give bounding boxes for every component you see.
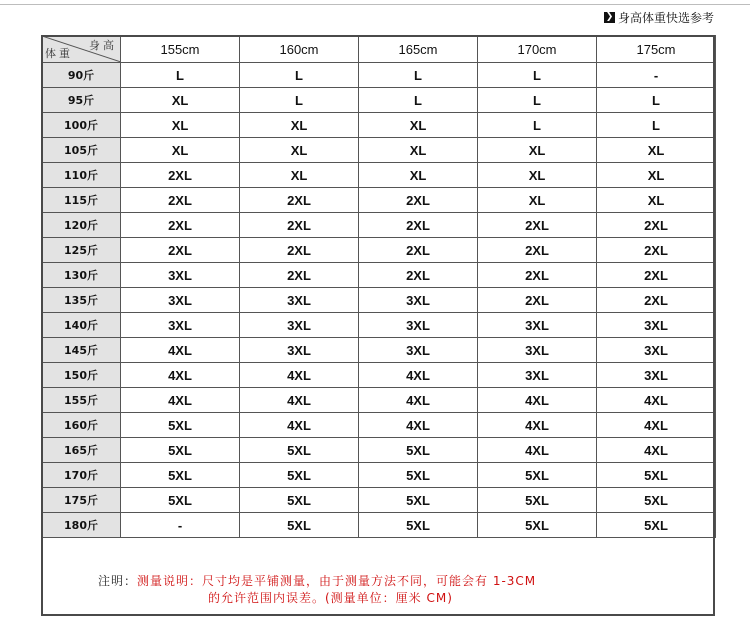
size-cell: 2XL (359, 213, 478, 238)
size-cell: L (597, 88, 716, 113)
weight-cell: 115斤 (42, 188, 121, 213)
corner-weight-label: 体重 (45, 47, 73, 60)
size-cell: 2XL (478, 213, 597, 238)
size-cell: 5XL (240, 463, 359, 488)
size-cell: 4XL (240, 363, 359, 388)
size-cell: 4XL (478, 438, 597, 463)
size-cell: XL (121, 113, 240, 138)
size-cell: 5XL (597, 463, 716, 488)
size-cell: 3XL (240, 313, 359, 338)
size-cell: L (359, 63, 478, 88)
size-cell: 3XL (597, 313, 716, 338)
size-cell: 4XL (597, 413, 716, 438)
size-cell: 2XL (240, 263, 359, 288)
size-cell: XL (240, 163, 359, 188)
size-cell: - (597, 63, 716, 88)
size-cell: 3XL (478, 338, 597, 363)
size-cell: 5XL (240, 438, 359, 463)
size-cell: 5XL (478, 463, 597, 488)
size-cell: 2XL (121, 163, 240, 188)
size-cell: XL (240, 113, 359, 138)
size-cell: L (597, 113, 716, 138)
size-cell: 5XL (359, 438, 478, 463)
size-cell: 2XL (359, 263, 478, 288)
weight-cell: 130斤 (42, 263, 121, 288)
size-cell: 5XL (597, 513, 716, 538)
weight-cell: 110斤 (42, 163, 121, 188)
size-cell: - (121, 513, 240, 538)
size-cell: 4XL (121, 363, 240, 388)
size-cell: 3XL (478, 363, 597, 388)
size-cell: XL (359, 113, 478, 138)
height-header: 155cm (121, 36, 240, 63)
weight-cell: 135斤 (42, 288, 121, 313)
size-cell: L (121, 63, 240, 88)
chart-title (604, 9, 714, 25)
size-cell: 5XL (240, 488, 359, 513)
corner-height-label: 身高 (89, 39, 117, 52)
size-cell: 4XL (478, 413, 597, 438)
size-cell: 3XL (121, 313, 240, 338)
weight-cell: 155斤 (42, 388, 121, 413)
weight-cell: 100斤 (42, 113, 121, 138)
size-cell: 2XL (597, 288, 716, 313)
size-cell: 4XL (121, 388, 240, 413)
weight-cell: 165斤 (42, 438, 121, 463)
size-cell: 4XL (597, 438, 716, 463)
size-cell: 2XL (240, 213, 359, 238)
size-cell: 2XL (478, 263, 597, 288)
height-header: 170cm (478, 36, 597, 63)
size-cell: XL (478, 138, 597, 163)
weight-cell: 150斤 (42, 363, 121, 388)
note-line-1 (98, 572, 536, 589)
size-cell: XL (240, 138, 359, 163)
top-divider (0, 4, 750, 5)
size-cell: 5XL (121, 463, 240, 488)
size-cell: XL (478, 163, 597, 188)
size-cell: 3XL (359, 338, 478, 363)
size-cell: 2XL (478, 238, 597, 263)
size-cell: 5XL (359, 488, 478, 513)
size-cell: 4XL (121, 338, 240, 363)
size-cell: 2XL (121, 188, 240, 213)
size-cell: XL (597, 163, 716, 188)
size-cell: 3XL (121, 263, 240, 288)
size-cell: XL (597, 138, 716, 163)
size-cell: 4XL (597, 388, 716, 413)
size-cell: 2XL (597, 263, 716, 288)
size-cell: 4XL (359, 413, 478, 438)
size-cell: 3XL (359, 313, 478, 338)
size-cell: XL (478, 188, 597, 213)
size-cell: 4XL (240, 413, 359, 438)
size-cell: L (478, 63, 597, 88)
size-cell: 5XL (478, 488, 597, 513)
weight-cell: 170斤 (42, 463, 121, 488)
size-cell: 5XL (121, 438, 240, 463)
weight-cell: 180斤 (42, 513, 121, 538)
weight-cell: 125斤 (42, 238, 121, 263)
size-cell: 2XL (359, 188, 478, 213)
note-label: 注明： (98, 574, 138, 588)
size-cell: 4XL (359, 388, 478, 413)
size-cell: 3XL (597, 363, 716, 388)
size-cell: XL (359, 163, 478, 188)
size-cell: 3XL (240, 338, 359, 363)
size-cell: 4XL (240, 388, 359, 413)
chevron-right-icon: ❯ (605, 11, 614, 22)
size-cell: 3XL (240, 288, 359, 313)
size-cell: 5XL (240, 513, 359, 538)
size-cell: 5XL (597, 488, 716, 513)
weight-cell: 160斤 (42, 413, 121, 438)
height-header: 175cm (597, 36, 716, 63)
size-cell: 5XL (121, 488, 240, 513)
height-header: 165cm (359, 36, 478, 63)
size-cell: XL (121, 138, 240, 163)
size-cell: 3XL (478, 313, 597, 338)
weight-cell: 145斤 (42, 338, 121, 363)
size-cell: L (478, 113, 597, 138)
size-cell: 2XL (597, 238, 716, 263)
chart-frame (41, 35, 715, 616)
size-cell: 5XL (359, 463, 478, 488)
height-header: 160cm (240, 36, 359, 63)
weight-cell: 105斤 (42, 138, 121, 163)
size-cell: 4XL (359, 363, 478, 388)
size-cell: 2XL (121, 213, 240, 238)
size-cell: L (359, 88, 478, 113)
size-cell: XL (359, 138, 478, 163)
size-cell: 5XL (121, 413, 240, 438)
size-cell: 2XL (240, 238, 359, 263)
size-cell: L (240, 88, 359, 113)
size-cell: L (478, 88, 597, 113)
size-cell: 2XL (121, 238, 240, 263)
size-cell: 4XL (478, 388, 597, 413)
weight-cell: 175斤 (42, 488, 121, 513)
size-cell: 5XL (478, 513, 597, 538)
size-cell: 2XL (597, 213, 716, 238)
size-cell: 3XL (359, 288, 478, 313)
weight-cell: 95斤 (42, 88, 121, 113)
size-cell: 3XL (121, 288, 240, 313)
size-cell: 2XL (359, 238, 478, 263)
size-cell: 3XL (597, 338, 716, 363)
size-cell: XL (597, 188, 716, 213)
note-text-1: 测量说明：尺寸均是平铺测量，由于测量方法不同，可能会有 1-3CM (137, 574, 537, 588)
weight-cell: 120斤 (42, 213, 121, 238)
weight-cell: 140斤 (42, 313, 121, 338)
size-cell: L (240, 63, 359, 88)
size-cell: 2XL (240, 188, 359, 213)
size-cell: 2XL (478, 288, 597, 313)
size-cell: XL (121, 88, 240, 113)
chart-title-text: 身高体重快选参考 (617, 10, 714, 25)
size-cell: 5XL (359, 513, 478, 538)
note-text-2: 的允许范围内误差。(测量单位：厘米 CM) (208, 591, 453, 605)
weight-cell: 90斤 (42, 63, 121, 88)
